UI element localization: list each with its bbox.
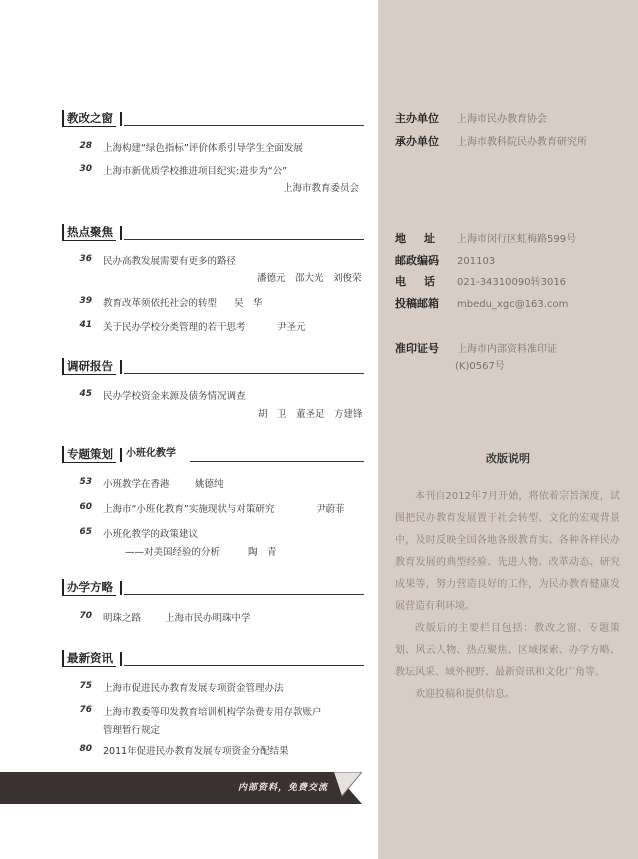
toc-entry-title[interactable]: 上海市教委等印发教育培训机构学杂费专用存款账户 [103, 707, 322, 718]
section-banxue [62, 579, 364, 597]
header-rule [124, 239, 364, 240]
header-bar [120, 112, 122, 126]
toc-entry-title[interactable]: 上海市促进民办教育发展专项资金管理办法 [103, 683, 284, 694]
host-value: 上海市民办教育协会 [457, 114, 547, 125]
section-title: 专题策划 [62, 446, 116, 463]
toc-entry-author: 姚德纯 [195, 479, 224, 490]
page-number: 45 [79, 389, 92, 399]
header-rule [124, 125, 364, 126]
toc-entry-author: 尹圣元 [277, 322, 306, 333]
page-number: 70 [79, 611, 92, 621]
section-header [62, 446, 364, 464]
phone-value: 021-34310090转3016 [457, 277, 567, 288]
postcode-label: 邮政编码 [395, 254, 439, 267]
toc-entry-title[interactable]: 明珠之路 [103, 613, 142, 624]
host-label: 主办单位 [395, 112, 439, 125]
header-rule [124, 373, 364, 374]
section-header [62, 110, 364, 128]
phone-label: 电话 [395, 275, 453, 288]
section-header [62, 358, 364, 376]
section-header [62, 650, 364, 668]
header-bar [120, 652, 122, 666]
email-label: 投稿邮箱 [395, 297, 439, 310]
banner-text: 内部资料，免费交流 [237, 783, 328, 793]
footer-banner [0, 772, 362, 804]
notice-paragraph: 改版后的主要栏目包括：教改之窗、专题策划、风云人物、热点聚焦、区域探索、办学方略、教坛风采、域外视野、最新资讯和文化广角等。 [395, 623, 620, 678]
page-number: 60 [79, 502, 92, 512]
section-jiaogai [62, 110, 364, 128]
toc-entry-title[interactable]: 上海构建“绿色指标”评价体系引导学生全面发展 [103, 143, 303, 154]
toc-entry-title[interactable]: 上海市新优质学校推进项目纪实:进步为“公” [103, 166, 288, 177]
email-row [395, 295, 568, 311]
section-title: 最新资讯 [62, 650, 116, 667]
page-number: 39 [79, 296, 92, 306]
section-zhuanti [62, 446, 364, 464]
header-bar [120, 360, 122, 374]
toc-entry-author: 吴 华 [234, 298, 263, 309]
toc-entry-author: 胡 卫 董圣足 方建锋 [258, 409, 363, 420]
page-number: 36 [79, 254, 92, 264]
toc-entry-title[interactable]: 上海市“小班化教育”实施现状与对策研究 [103, 504, 275, 515]
section-zuixin [62, 650, 364, 668]
notice-paragraph: 欢迎投稿和提供信息。 [415, 689, 515, 700]
permit-row [395, 340, 557, 356]
toc-entry-author: 尹蔚菲 [316, 504, 345, 515]
toc-entry-author: 陶 青 [248, 547, 277, 558]
section-title: 教改之窗 [62, 110, 116, 127]
page-curl-icon [334, 772, 362, 804]
toc-entry-title[interactable]: 2011年促进民办教育发展专项资金分配结果 [103, 746, 289, 757]
page-number: 76 [79, 705, 92, 715]
toc-entry-subtitle[interactable]: ——对美国经验的分析 [125, 547, 221, 558]
toc-entry-title[interactable]: 民办高教发展需要有更多的路径 [103, 256, 237, 267]
toc-entry-author: 潘德元 邵大光 刘俊荣 [257, 273, 362, 284]
postcode-row [395, 252, 495, 268]
email-value[interactable]: mbedu_xgc@163.com [457, 299, 569, 310]
toc-entry-title[interactable]: 小班化教学的政策建议 [103, 529, 199, 540]
page-number: 30 [79, 164, 92, 174]
address-row [395, 230, 576, 246]
section-redian [62, 224, 364, 242]
page-number: 80 [79, 744, 92, 754]
toc-entry-title[interactable]: 小班教学在香港 [103, 479, 170, 490]
publisher-info-panel [378, 0, 638, 859]
header-bar [120, 581, 122, 595]
section-diaoyan [62, 358, 364, 376]
section-header [62, 579, 364, 597]
header-bar [120, 226, 122, 240]
header-rule [124, 665, 364, 666]
page-number: 75 [79, 681, 92, 691]
host-row [395, 110, 547, 126]
page-number: 41 [79, 320, 92, 330]
section-subtitle: 小班化教学 [126, 448, 176, 459]
section-title: 调研报告 [62, 358, 116, 375]
address-label: 地址 [395, 232, 453, 245]
toc-entry-title[interactable]: 关于民办学校分类管理的若干思考 [103, 322, 246, 333]
permit-value: 上海市内部资料准印证 [457, 344, 557, 355]
phone-row [395, 273, 566, 289]
page-number: 53 [79, 477, 92, 487]
organizer-value: 上海市教科院民办教育研究所 [457, 137, 587, 148]
address-value: 上海市闵行区虹梅路599号 [457, 234, 577, 245]
organizer-label: 承办单位 [395, 135, 439, 148]
permit-label: 准印证号 [395, 342, 439, 355]
toc-entry-subtitle[interactable]: 管理暂行规定 [103, 725, 161, 736]
section-title: 热点聚焦 [62, 224, 116, 241]
toc-entry-title[interactable]: 民办学校资金来源及债务情况调查 [103, 391, 246, 402]
permit-value-line2: (K)0567号 [455, 361, 505, 372]
notice-paragraph: 本刊自2012年7月开始，将依着宗旨深度，试图把民办教育发展置于社会转型、文化的宏观背景中，及时反映全国各地各级教育实、各种各样民办教育发展的典型经验、先进人物、改革动态、研究成果等，努力营造良好的工作，为民办教育健康发展营造有利环境。 [395, 491, 620, 612]
toc-entry-author: 上海市教育委员会 [283, 183, 360, 194]
page-number: 28 [79, 141, 92, 151]
toc-entry-title[interactable]: 教育改革须依托社会的转型 [103, 298, 218, 309]
page-number: 65 [79, 527, 92, 537]
notice-title: 改版说明 [486, 452, 530, 465]
notice-body [395, 486, 620, 706]
header-bar [120, 448, 122, 462]
toc-entry-author: 上海市民办明珠中学 [165, 613, 251, 624]
section-title: 办学方略 [62, 579, 116, 596]
header-rule [190, 461, 364, 462]
organizer-row [395, 133, 587, 149]
header-rule [124, 594, 364, 595]
section-header [62, 224, 364, 242]
postcode-value: 201103 [457, 256, 496, 267]
